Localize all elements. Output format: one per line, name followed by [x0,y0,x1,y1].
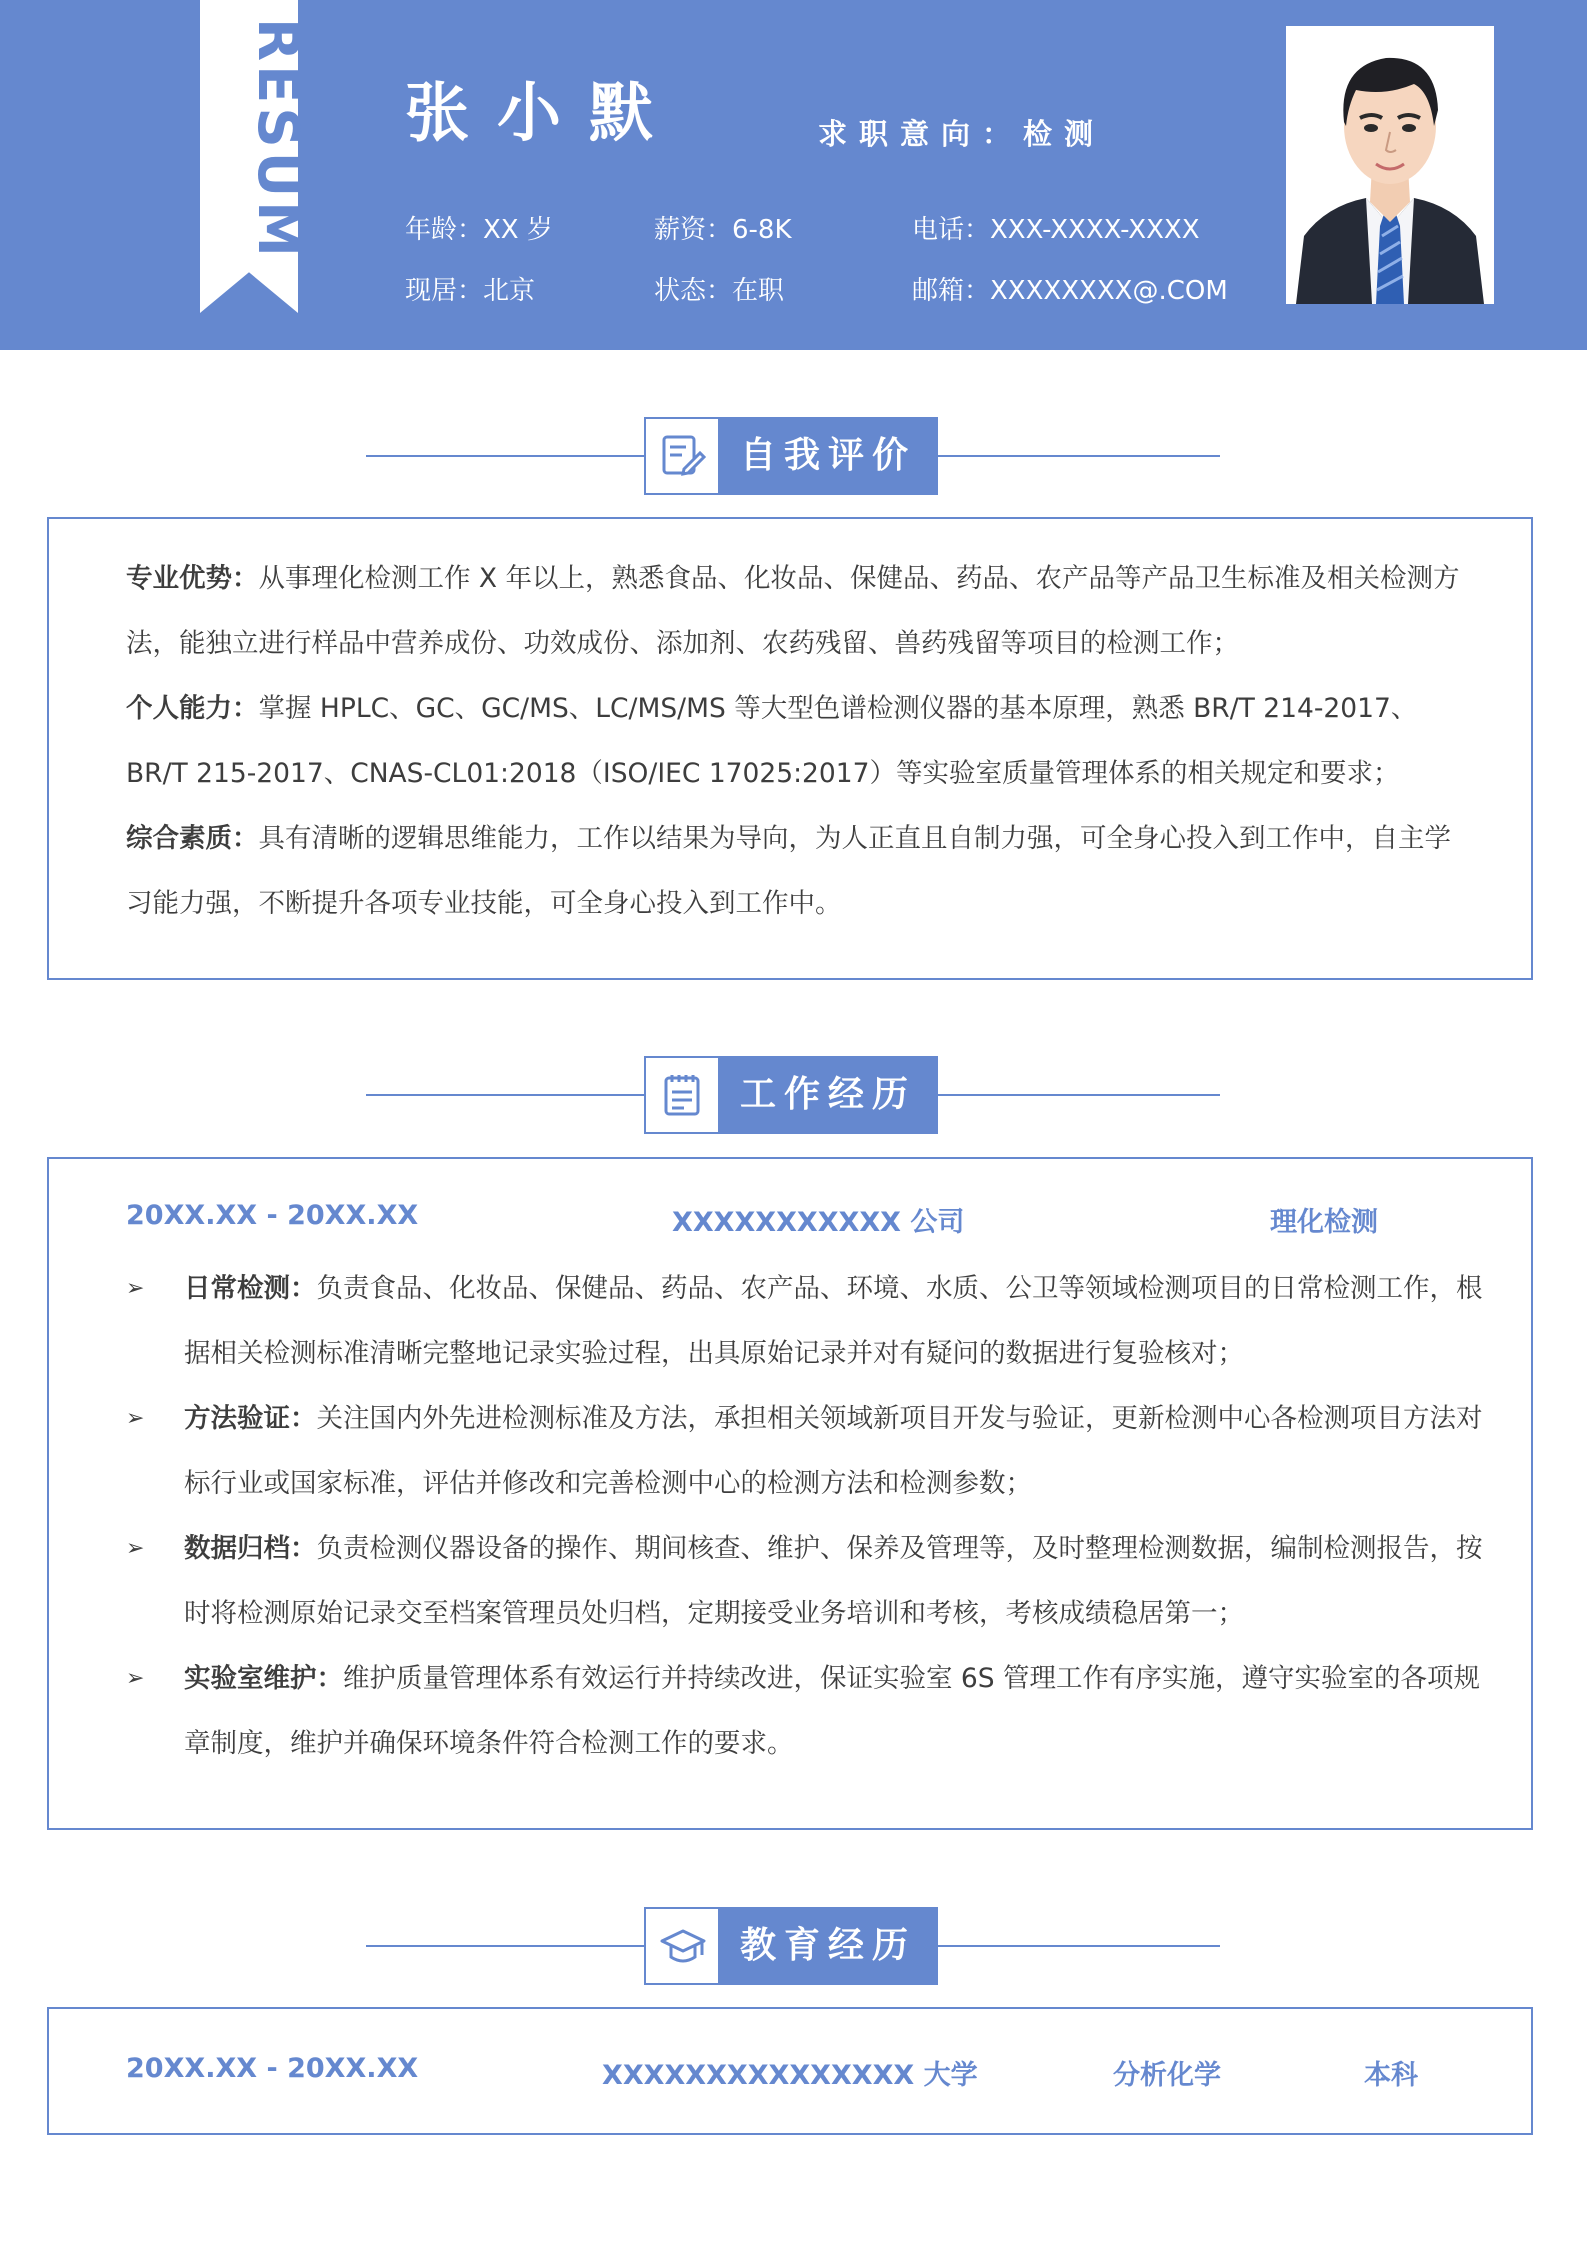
candidate-name: 张小默 [405,77,681,151]
self-eval-item [126,806,1466,936]
self-eval-item [126,676,1466,806]
info-age: 年龄：XX 岁 [405,215,553,245]
edu-period: 20XX.XX - 20XX.XX [126,2053,419,2084]
item-text: 具有清晰的逻辑思维能力，工作以结果为导向，为人正直且自制力强，可全身心投入到工作中，自主学习能力强，不断提升各项专业技能，可全身心投入到工作中。 [126,823,1451,919]
self-eval-content [126,546,1466,936]
item-label: 数据归档： [184,1533,317,1564]
ribbon-text: RESUM [245,18,310,261]
info-residence: 现居：北京 [405,276,536,306]
work-role: 理化检测 [1270,1207,1378,1238]
item-label: 实验室维护： [184,1663,343,1694]
section-label: 自我评价 [718,417,938,495]
item-text: 负责检测仪器设备的操作、期间核查、维护、保养及管理等，及时整理检测数据，编制检测报告，按时将检测原始记录交至档案管理员处归档，定期接受业务培训和考核，考核成绩稳居第一； [184,1533,1483,1629]
item-label: 综合素质： [126,823,259,854]
edu-major: 分析化学 [1113,2060,1221,2091]
arrow-bullet-icon: ➢ [126,1536,145,1561]
edu-school: XXXXXXXXXXXXXXX 大学 [602,2060,978,2091]
section-label: 教育经历 [718,1907,938,1985]
arrow-bullet-icon: ➢ [126,1406,145,1431]
section-title-work [366,1056,1220,1134]
notepad-icon [644,1056,722,1134]
item-text: 维护质量管理体系有效运行并持续改进，保证实验室 6S 管理工作有序实施，遵守实验室的各项规章制度，维护并确保环境条件符合检测工作的要求。 [184,1663,1481,1759]
work-period: 20XX.XX - 20XX.XX [126,1200,419,1231]
section-title-education [366,1907,1220,1985]
item-text: 掌握 HPLC、GC、GC/MS、LC/MS/MS 等大型色谱检测仪器的基本原理，熟悉 BR/T 214-2017、BR/T 215-2017、CNAS-CL01:2018（ISO/IEC 17025:2017）等实验室质量管理体系的相关规定和要求； [126,693,1418,789]
section-label: 工作经历 [718,1056,938,1134]
work-company: XXXXXXXXXXX 公司 [672,1207,965,1238]
item-label: 方法验证： [184,1403,317,1434]
info-phone: 电话：XXX-XXXX-XXXX [912,215,1200,245]
info-status: 状态：在职 [654,276,785,306]
section-title-self-eval [366,417,1220,495]
job-intent: 求职意向：检测 [818,117,1106,151]
info-salary: 薪资：6-8K [654,215,792,245]
arrow-bullet-icon: ➢ [126,1666,145,1691]
edu-degree: 本科 [1364,2060,1418,2091]
item-label: 专业优势： [126,563,259,594]
self-eval-item [126,546,1466,676]
graduation-cap-icon [644,1907,722,1985]
arrow-bullet-icon: ➢ [126,1276,145,1301]
info-email: 邮箱：XXXXXXXX@.COM [912,276,1228,306]
item-text: 从事理化检测工作 X 年以上，熟悉食品、化妆品、保健品、药品、农产品等产品卫生标准及相关检测方法，能独立进行样品中营养成份、功效成份、添加剂、农药残留、兽药残留等项目的检测工作； [126,563,1460,659]
edit-note-icon [644,417,722,495]
item-text: 负责食品、化妆品、保健品、药品、农产品、环境、水质、公卫等领域检测项目的日常检测工作，根据相关检测标准清晰完整地记录实验过程，出具原始记录并对有疑问的数据进行复验核对； [184,1273,1483,1369]
item-text: 关注国内外先进检测标准及方法，承担相关领域新项目开发与验证，更新检测中心各检测项目方法对标行业或国家标准，评估并修改和完善检测中心的检测方法和检测参数； [184,1403,1483,1499]
item-label: 日常检测： [184,1273,317,1304]
profile-photo [1286,26,1494,304]
item-label: 个人能力： [126,693,259,724]
